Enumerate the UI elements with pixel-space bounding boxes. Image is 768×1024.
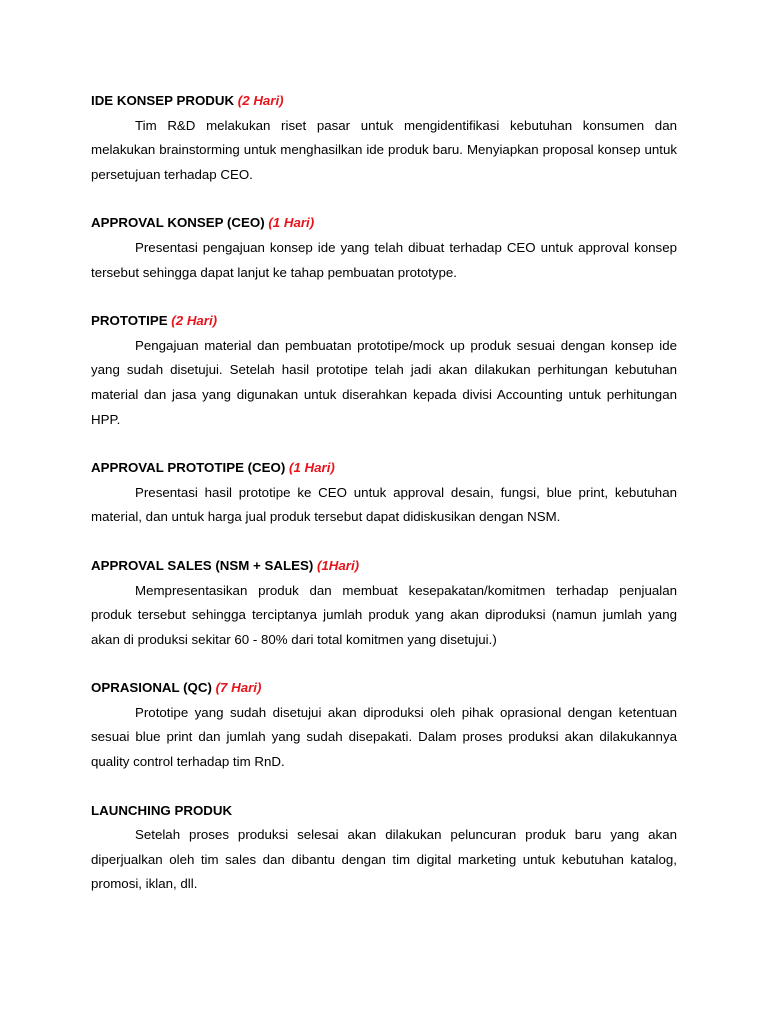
section-duration: (2 Hari) (171, 313, 218, 329)
section-launching-produk (91, 799, 677, 897)
section-duration: (7 Hari) (215, 680, 262, 696)
section-approval-prototipe (91, 456, 677, 530)
section-heading (91, 89, 677, 114)
section-duration: (2 Hari) (237, 93, 284, 108)
section-body: Mempresentasikan produk dan membuat kesepakatan/komitmen terhadap penjualan produk tersebut sehingga terciptanya jumlah produk yang akan diproduksi (namun jumlah yang akan di produksi sekitar 60 - 80% dari total komitmen yang disetujui.) (91, 582, 677, 647)
section-heading (91, 554, 677, 579)
section-body: Setelah proses produksi selesai akan dilakukan peluncuran produk baru yang akan diperjualkan oleh tim sales dan dibantu dengan tim digital marketing untuk kebutuhan katalog, promosi, iklan, dll. (91, 827, 677, 892)
section-heading (91, 211, 677, 236)
section-heading (91, 799, 677, 824)
section-body: Prototipe yang sudah disetujui akan diproduksi oleh pihak oprasional dengan ketentuan sesuai blue print dan jumlah yang sudah disepakati. Dalam proses produksi akan dilakukannya quality control terhadap tim RnD. (91, 704, 677, 770)
section-oprasional (91, 676, 677, 774)
section-heading (91, 676, 677, 701)
section-prototipe (91, 309, 677, 432)
section-body: Tim R&D melakukan riset pasar untuk mengidentifikasi kebutuhan konsumen dan melakukan brainstorming untuk menghasilkan ide produk baru. Menyiapkan proposal konsep untuk persetujuan terhadap CEO. (91, 117, 677, 182)
section-duration: (1 Hari) (268, 215, 315, 231)
section-approval-sales (91, 554, 677, 652)
section-body: Presentasi hasil prototipe ke CEO untuk approval desain, fungsi, blue print, kebutuhan material, dan untuk harga jual produk tersebut dapat didiskusikan dengan NSM. (91, 484, 677, 525)
section-title: APPROVAL PROTOTIPE (CEO) (91, 460, 286, 476)
section-title: IDE KONSEP PRODUK (91, 93, 235, 108)
section-body: Pengajuan material dan pembuatan prototipe/mock up produk sesuai dengan konsep ide yang sudah disetujui. Setelah hasil prototipe telah jadi akan dilakukan perhitungan kebutuhan material dan jasa yang digunakan untuk diserahkan kepada divisi Accounting untuk perhitungan HPP. (91, 337, 677, 427)
section-title: LAUNCHING PRODUK (91, 802, 233, 818)
document-page (91, 89, 677, 897)
section-duration: (1Hari) (316, 557, 360, 573)
section-title: PROTOTIPE (91, 313, 168, 329)
section-title: APPROVAL SALES (NSM + SALES) (91, 557, 314, 573)
section-heading (91, 309, 677, 334)
section-body: Presentasi pengajuan konsep ide yang telah dibuat terhadap CEO untuk approval konsep tersebut sehingga dapat lanjut ke tahap pembuatan prototype. (91, 239, 677, 280)
section-title: APPROVAL KONSEP (CEO) (91, 215, 265, 231)
section-ide-konsep-produk (91, 89, 677, 187)
section-approval-konsep (91, 211, 677, 285)
section-duration: (1 Hari) (289, 460, 335, 476)
section-heading (91, 456, 677, 481)
section-title: OPRASIONAL (QC) (91, 680, 212, 696)
